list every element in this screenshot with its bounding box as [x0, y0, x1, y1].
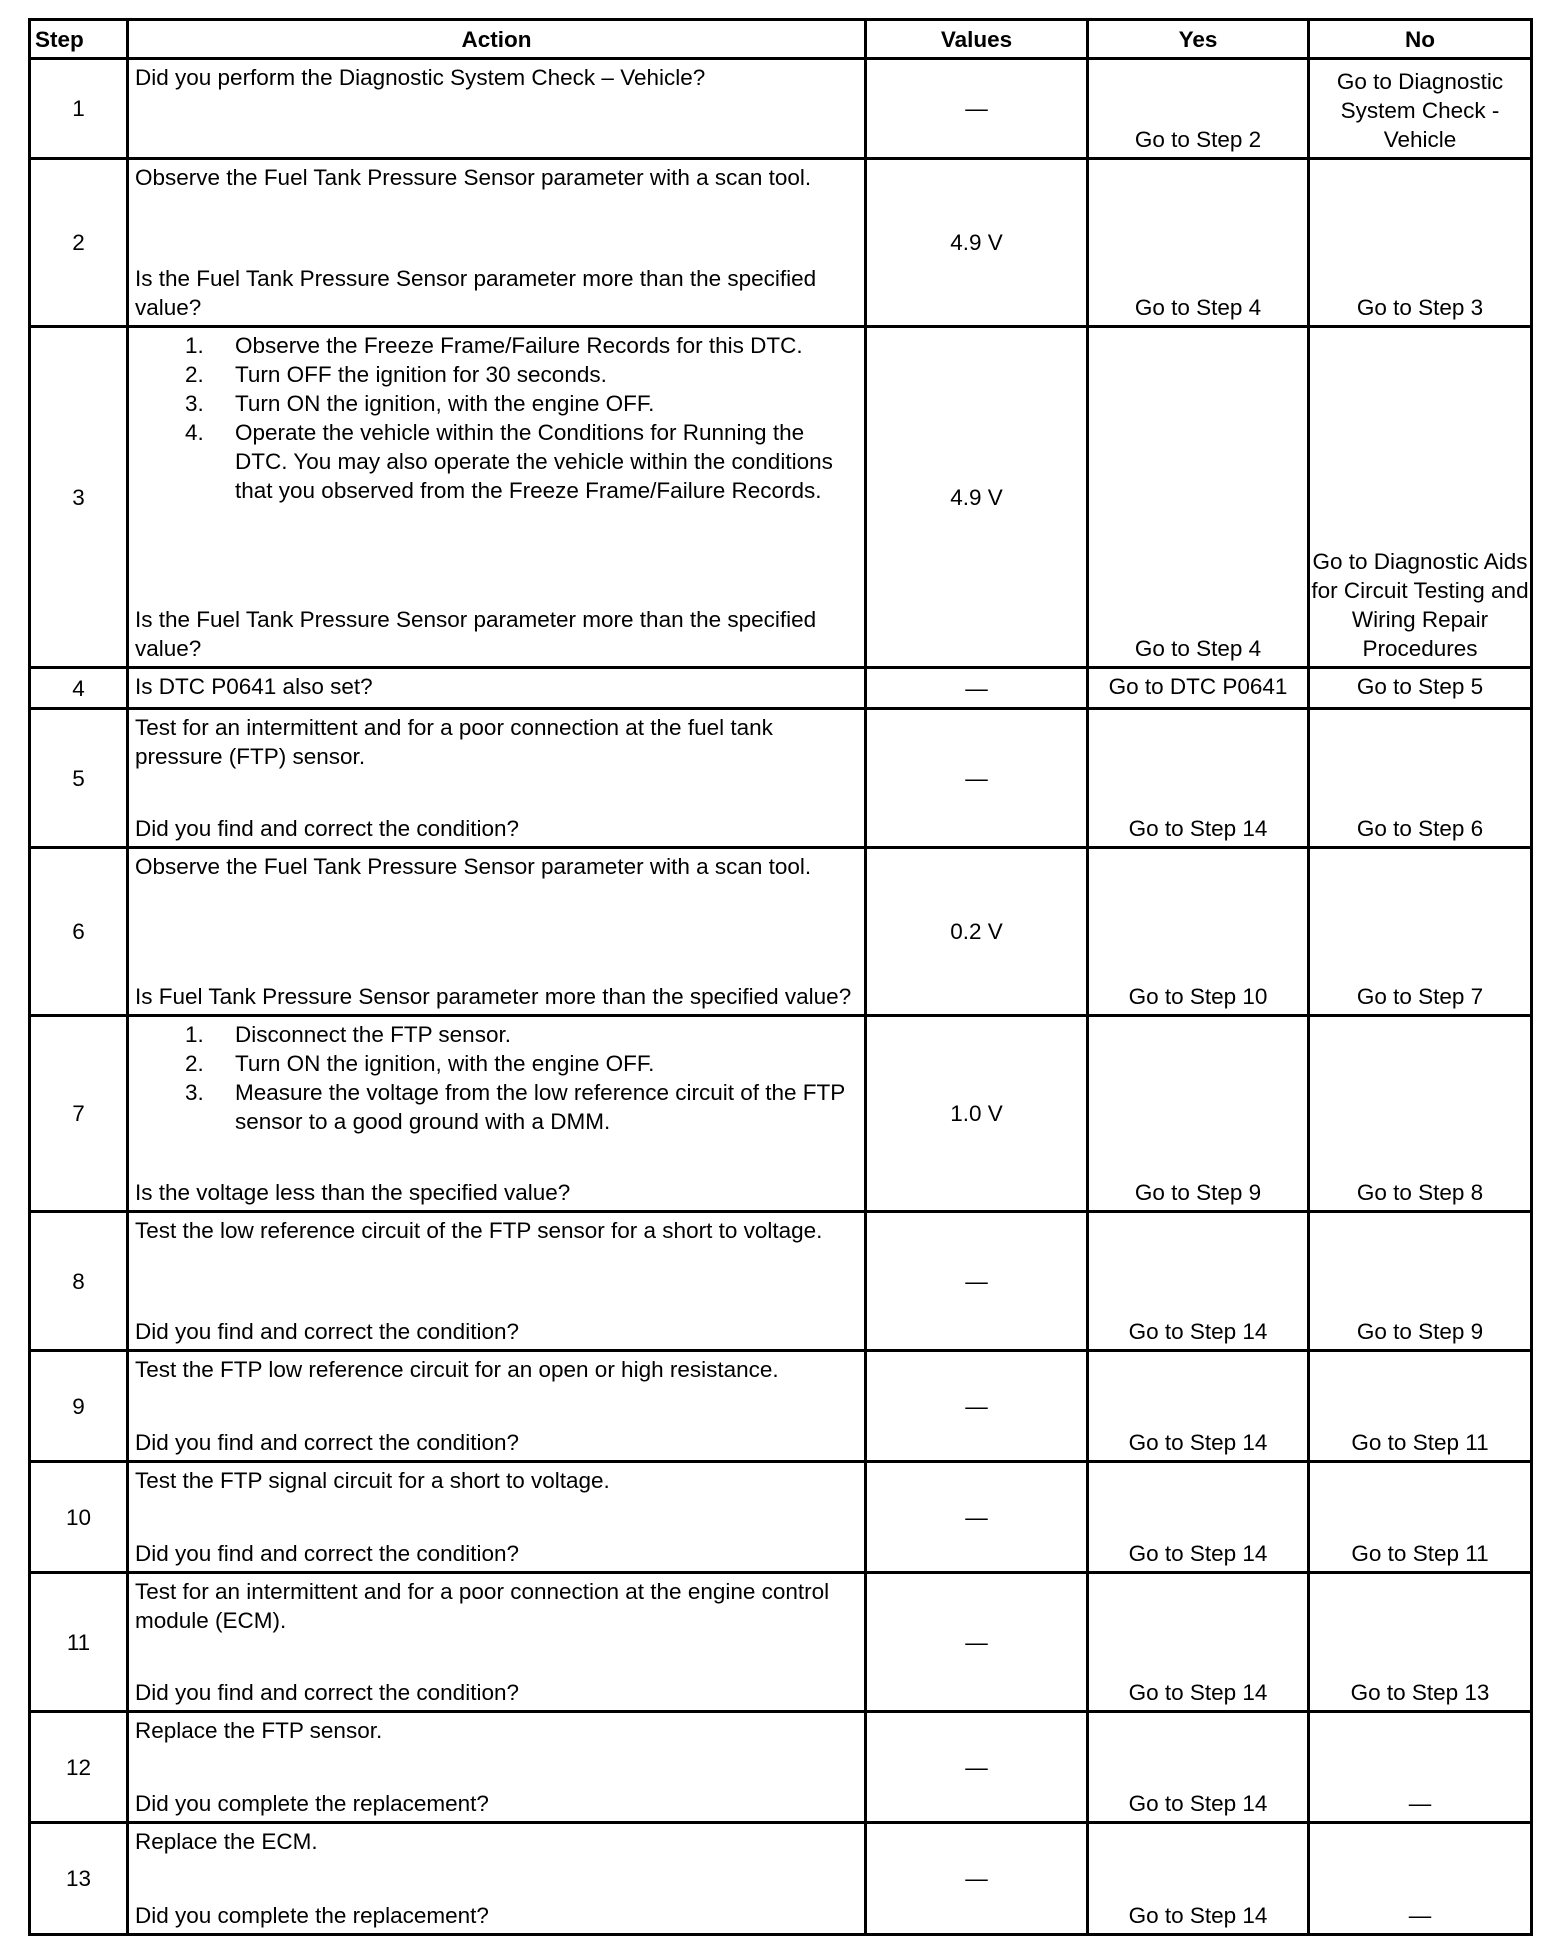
step-number: 8 — [30, 1212, 128, 1351]
no-cell: Go to Step 9 — [1309, 1212, 1532, 1351]
action-question: Did you complete the replacement? — [135, 1791, 489, 1816]
value-cell: 1.0 V — [866, 1016, 1088, 1212]
value-cell: — — [866, 59, 1088, 159]
table-row — [30, 159, 1532, 327]
action-question: Is the voltage less than the specified value? — [135, 1180, 571, 1205]
table-row — [30, 327, 1532, 668]
value-cell: — — [866, 1823, 1088, 1935]
substep-text: Disconnect the FTP sensor. — [235, 1022, 511, 1047]
action-cell — [128, 327, 866, 668]
no-cell: Go to Step 6 — [1309, 709, 1532, 848]
action-text: Test the low reference circuit of the FTP sensor for a short to voltage. — [135, 1218, 823, 1243]
step-number: 9 — [30, 1351, 128, 1462]
yes-cell: Go to Step 14 — [1088, 1351, 1309, 1462]
step-number: 13 — [30, 1823, 128, 1935]
action-text: Test the FTP low reference circuit for an open or high resistance. — [135, 1357, 779, 1382]
action-header: Action — [128, 20, 866, 59]
step-number: 10 — [30, 1462, 128, 1573]
action-question: Is the Fuel Tank Pressure Sensor parameter more than the specified value? — [135, 266, 817, 320]
substep-number: 3. — [185, 1080, 204, 1105]
action-content — [129, 1463, 864, 1571]
substep-item — [135, 360, 858, 389]
table-row — [30, 1462, 1532, 1573]
action-content — [129, 1824, 864, 1933]
step-number: 11 — [30, 1573, 128, 1712]
table-row — [30, 1573, 1532, 1712]
step-number: 1 — [30, 59, 128, 159]
diagnostic-table — [28, 18, 1533, 1936]
step-number: 6 — [30, 848, 128, 1016]
step-number: 5 — [30, 709, 128, 848]
action-text: Test the FTP signal circuit for a short to voltage. — [135, 1468, 610, 1493]
action-cell — [128, 1823, 866, 1935]
substep-number: 1. — [185, 333, 204, 358]
yes-cell: Go to Step 2 — [1088, 59, 1309, 159]
no-cell: Go to Step 13 — [1309, 1573, 1532, 1712]
step-number: 2 — [30, 159, 128, 327]
value-cell: — — [866, 1462, 1088, 1573]
action-content — [129, 1213, 864, 1349]
no-cell: — — [1309, 1712, 1532, 1823]
action-content — [129, 60, 864, 157]
substep-text: Turn ON the ignition, with the engine OFF. — [235, 1051, 655, 1076]
yes-cell: Go to Step 14 — [1088, 1212, 1309, 1351]
value-cell: — — [866, 1212, 1088, 1351]
action-text: Observe the Fuel Tank Pressure Sensor parameter with a scan tool. — [135, 165, 812, 190]
substep-item — [135, 1020, 858, 1049]
action-content — [129, 328, 864, 666]
value-cell: — — [866, 1712, 1088, 1823]
table-row — [30, 1212, 1532, 1351]
value-cell: 4.9 V — [866, 327, 1088, 668]
substep-item — [135, 331, 858, 360]
value-cell: 0.2 V — [866, 848, 1088, 1016]
action-text: Replace the FTP sensor. — [135, 1718, 383, 1743]
yes-cell: Go to Step 14 — [1088, 1712, 1309, 1823]
table-row — [30, 709, 1532, 848]
action-content — [129, 1713, 864, 1821]
value-cell: — — [866, 1573, 1088, 1712]
action-text: Replace the ECM. — [135, 1829, 318, 1854]
action-question: Did you complete the replacement? — [135, 1903, 489, 1928]
action-content — [129, 669, 864, 707]
yes-cell: Go to Step 14 — [1088, 1823, 1309, 1935]
table-row — [30, 1016, 1532, 1212]
substep-text: Turn ON the ignition, with the engine OFF. — [235, 391, 655, 416]
yes-cell: Go to Step 9 — [1088, 1016, 1309, 1212]
no-cell: Go to Step 11 — [1309, 1351, 1532, 1462]
table-body — [30, 59, 1532, 1935]
no-cell: Go to Diagnostic System Check - Vehicle — [1309, 59, 1532, 159]
action-cell — [128, 1212, 866, 1351]
action-content — [129, 1352, 864, 1460]
yes-cell: Go to Step 4 — [1088, 159, 1309, 327]
yes-cell: Go to Step 14 — [1088, 1462, 1309, 1573]
substep-item — [135, 418, 858, 505]
action-question: Did you find and correct the condition? — [135, 1541, 519, 1566]
yes-cell: Go to Step 4 — [1088, 327, 1309, 668]
action-cell — [128, 1351, 866, 1462]
value-cell: — — [866, 668, 1088, 709]
action-question: Did you find and correct the condition? — [135, 816, 519, 841]
action-text: Test for an intermittent and for a poor connection at the fuel tank pressure (FTP) sensor. — [135, 715, 773, 769]
substep-number: 1. — [185, 1022, 204, 1047]
yes-header: Yes — [1088, 20, 1309, 59]
no-header: No — [1309, 20, 1532, 59]
step-number: 12 — [30, 1712, 128, 1823]
action-question: Is Fuel Tank Pressure Sensor parameter more than the specified value? — [135, 984, 852, 1009]
step-number: 4 — [30, 668, 128, 709]
action-text: Is DTC P0641 also set? — [135, 674, 373, 699]
substep-item — [135, 389, 858, 418]
action-content — [129, 1017, 864, 1210]
action-question: Is the Fuel Tank Pressure Sensor parameter more than the specified value? — [135, 607, 817, 661]
action-text: Test for an intermittent and for a poor connection at the engine control module (ECM). — [135, 1579, 830, 1633]
action-content — [129, 160, 864, 325]
step-number: 3 — [30, 327, 128, 668]
substep-number: 2. — [185, 362, 204, 387]
yes-cell: Go to Step 14 — [1088, 709, 1309, 848]
action-text: Observe the Fuel Tank Pressure Sensor parameter with a scan tool. — [135, 854, 812, 879]
substep-item — [135, 1078, 858, 1136]
value-cell: 4.9 V — [866, 159, 1088, 327]
substep-text: Measure the voltage from the low reference circuit of the FTP sensor to a good ground with a DMM. — [235, 1080, 845, 1134]
action-cell — [128, 1016, 866, 1212]
action-cell — [128, 668, 866, 709]
action-question: Did you find and correct the condition? — [135, 1430, 519, 1455]
action-cell — [128, 1712, 866, 1823]
yes-cell: Go to DTC P0641 — [1088, 668, 1309, 709]
substep-number: 3. — [185, 391, 204, 416]
substep-text: Turn OFF the ignition for 30 seconds. — [235, 362, 607, 387]
table-row — [30, 668, 1532, 709]
no-cell: Go to Step 7 — [1309, 848, 1532, 1016]
values-header: Values — [866, 20, 1088, 59]
action-question: Did you find and correct the condition? — [135, 1319, 519, 1344]
substep-number: 2. — [185, 1051, 204, 1076]
action-cell — [128, 1462, 866, 1573]
substep-text: Operate the vehicle within the Conditions for Running the DTC. You may also operate the vehicle within the conditions that you observed from the Freeze Frame/Failure Records. — [235, 420, 833, 503]
action-cell — [128, 159, 866, 327]
action-cell — [128, 1573, 866, 1712]
substep-number: 4. — [185, 420, 204, 445]
substep-list — [135, 331, 858, 505]
value-cell: — — [866, 709, 1088, 848]
table-row — [30, 1351, 1532, 1462]
header-row — [30, 20, 1532, 59]
no-cell: — — [1309, 1823, 1532, 1935]
table-row — [30, 59, 1532, 159]
yes-cell: Go to Step 10 — [1088, 848, 1309, 1016]
substep-text: Observe the Freeze Frame/Failure Records for this DTC. — [235, 333, 803, 358]
table-row — [30, 848, 1532, 1016]
no-cell: Go to Diagnostic Aids for Circuit Testing and Wiring Repair Procedures — [1309, 327, 1532, 668]
yes-cell: Go to Step 14 — [1088, 1573, 1309, 1712]
action-question: Did you find and correct the condition? — [135, 1680, 519, 1705]
table-row — [30, 1712, 1532, 1823]
value-cell: — — [866, 1351, 1088, 1462]
step-header: Step — [30, 20, 128, 59]
action-cell — [128, 709, 866, 848]
no-cell: Go to Step 11 — [1309, 1462, 1532, 1573]
action-content — [129, 1574, 864, 1710]
substep-list — [135, 1020, 858, 1136]
table-row — [30, 1823, 1532, 1935]
action-cell — [128, 848, 866, 1016]
action-cell — [128, 59, 866, 159]
action-text: Did you perform the Diagnostic System Check – Vehicle? — [135, 65, 706, 90]
diagnostic-table-page — [28, 18, 1530, 1928]
step-number: 7 — [30, 1016, 128, 1212]
action-content — [129, 849, 864, 1014]
no-cell: Go to Step 5 — [1309, 668, 1532, 709]
action-content — [129, 710, 864, 846]
no-cell: Go to Step 3 — [1309, 159, 1532, 327]
substep-item — [135, 1049, 858, 1078]
no-cell: Go to Step 8 — [1309, 1016, 1532, 1212]
